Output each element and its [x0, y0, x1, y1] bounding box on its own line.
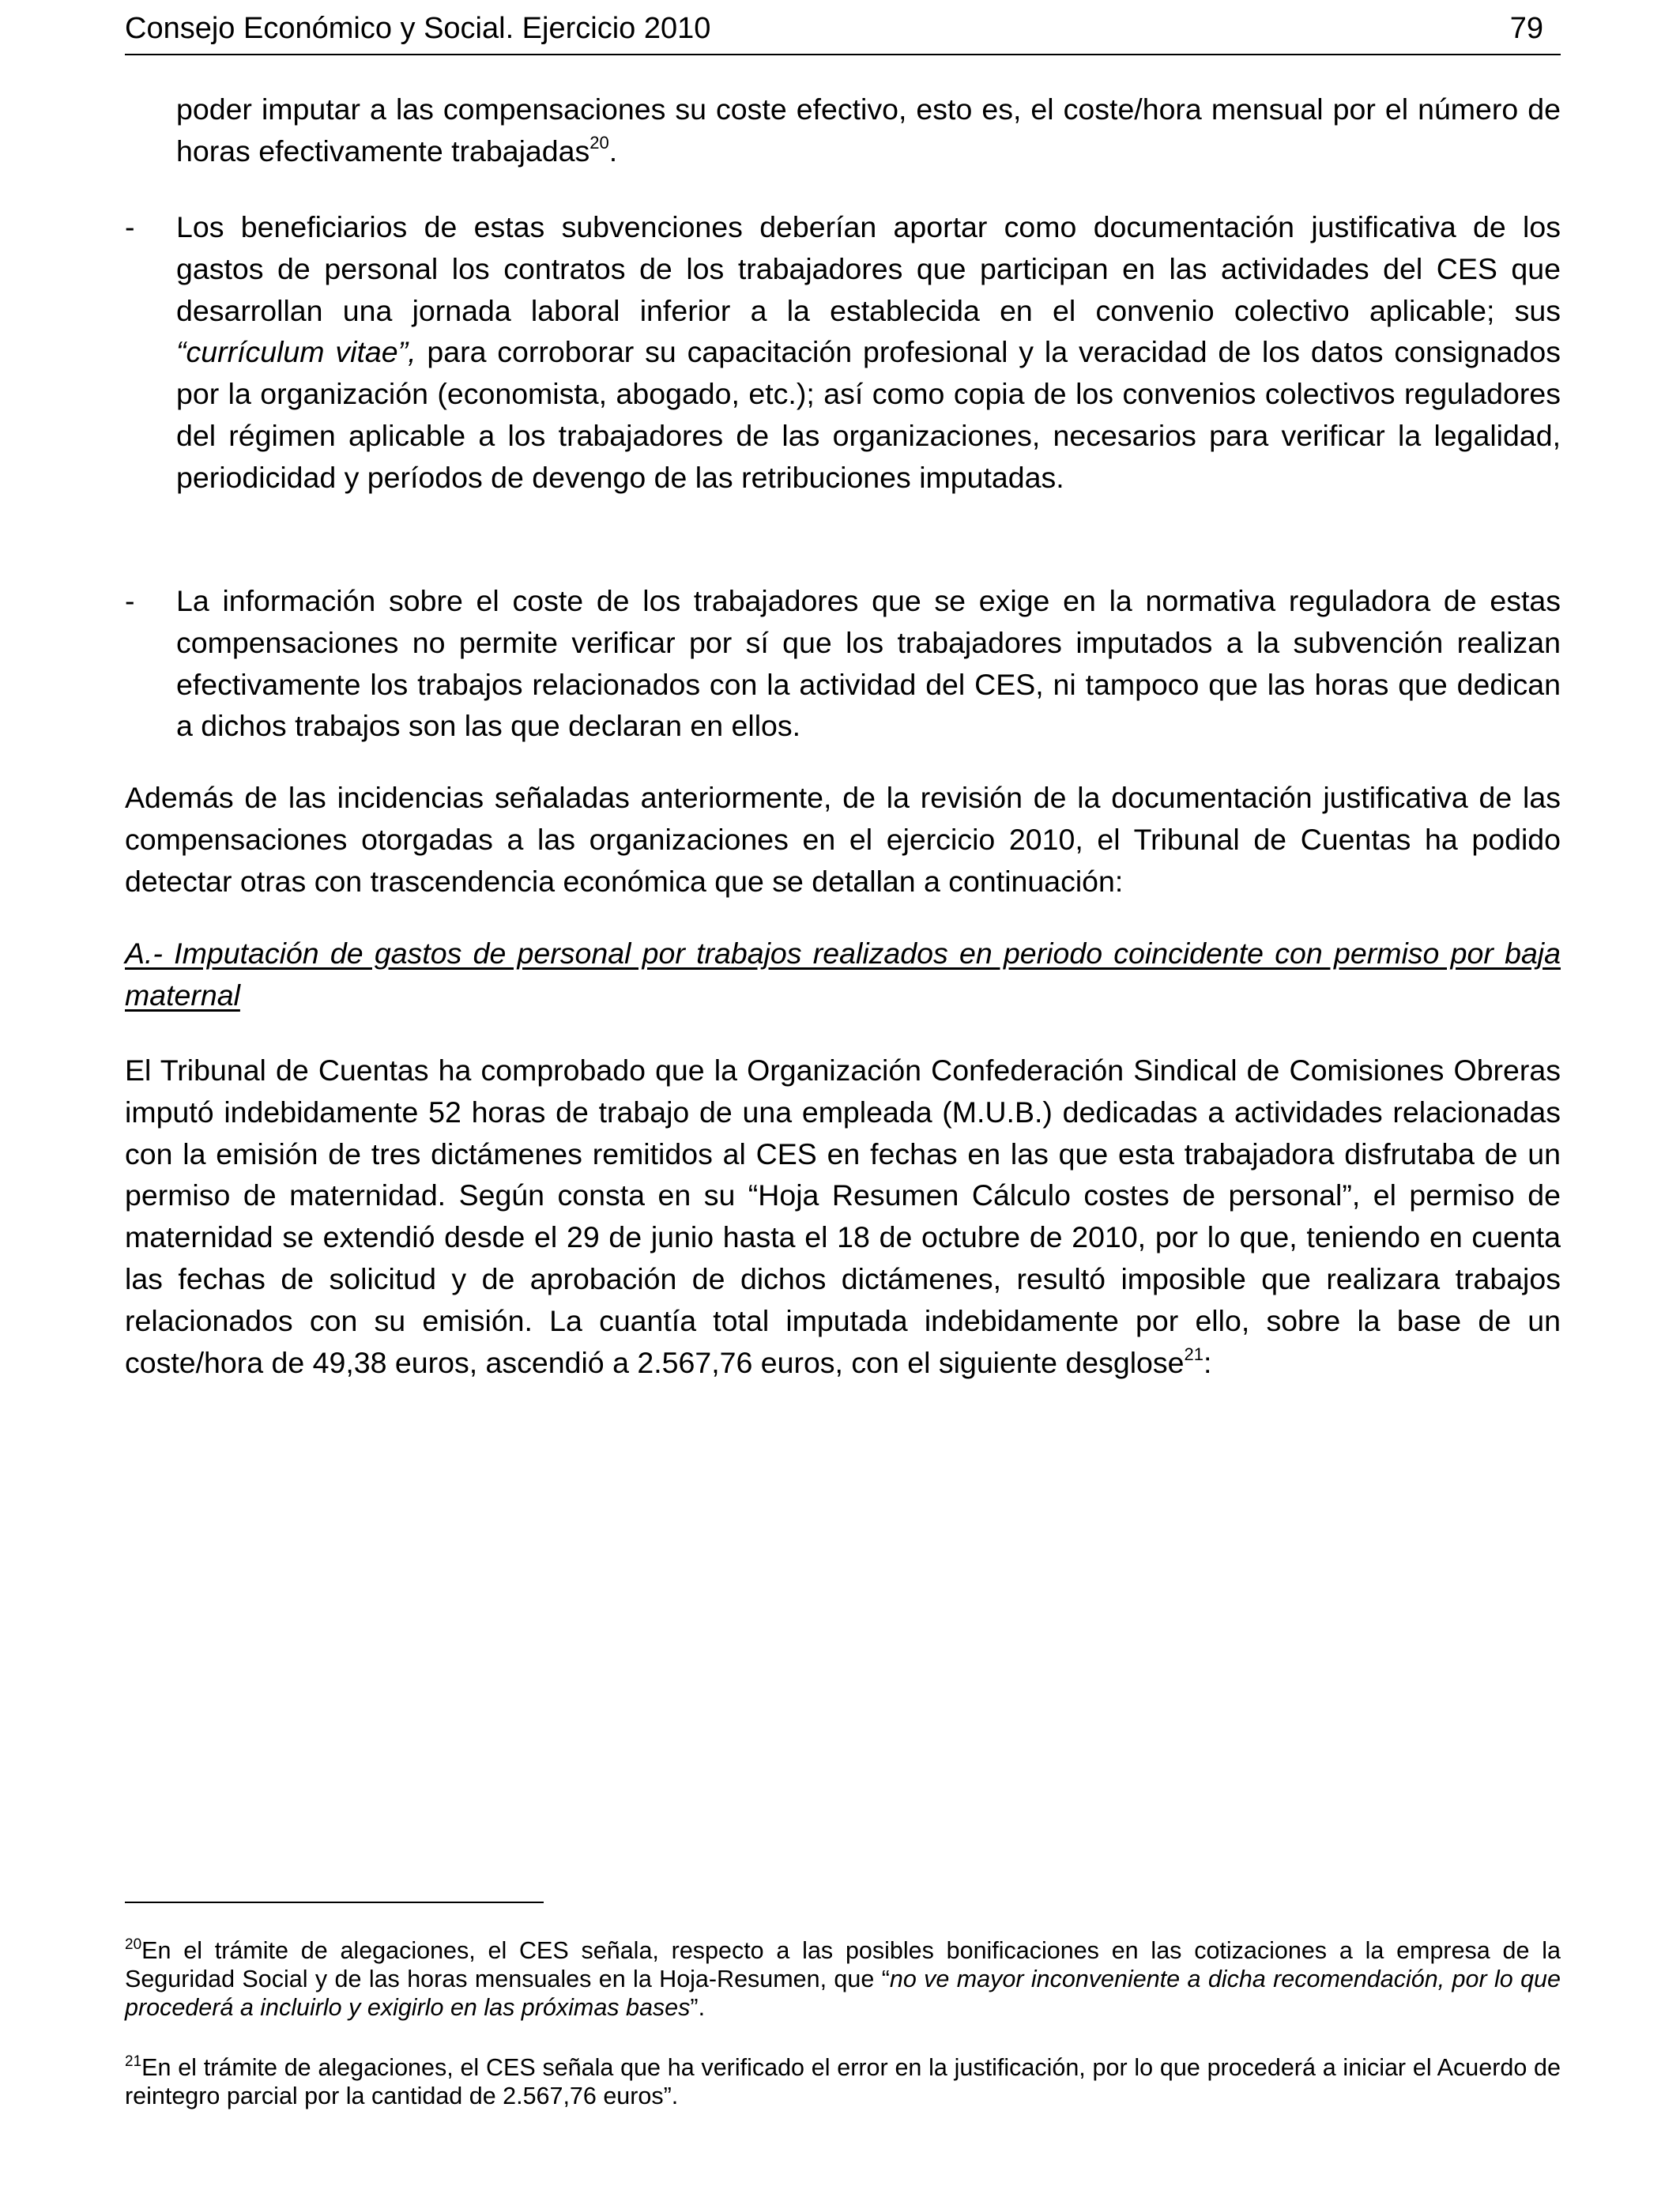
continuation-text: poder imputar a las compensaciones su coste efectivo, esto es, el coste/hora mensual por el número de horas efectivamente trabajadas [176, 92, 1561, 168]
paragraph-continuation [125, 89, 1561, 172]
footnote-20-number: 20 [125, 1936, 142, 1953]
footnote-21 [125, 2053, 1561, 2110]
bullet-item-cost-information [125, 580, 1561, 747]
tribunal-end: : [1203, 1345, 1212, 1379]
page-number: 79 [1509, 12, 1543, 45]
footnote-20-text-end: ”. [690, 1994, 706, 2021]
bullet-1-italic: “currículum vitae”, [176, 335, 416, 369]
paragraph-tribunal [125, 1050, 1561, 1383]
bullet-marker: - [125, 210, 135, 243]
bullet-2-text: La información sobre el coste de los trabajadores que se exige en la normativa reguladora de estas compensaciones no permite verificar por sí que los trabajadores imputados a la subvención realizan efectivamente los trabajos relacionados con la actividad del CES, ni tampoco que las horas que dedican a dichos trabajos son las que declaran en ellos. [176, 584, 1561, 743]
footnote-20-text-start: En el trámite de alegaciones, el CES señala, respecto a las posibles bonificaciones en las cotizaciones a la empresa de la Seguridad Social y de las horas mensuales en la Hoja-Resumen, que “ [125, 1937, 1561, 1992]
header-title: Consejo Económico y Social. Ejercicio 2010 [125, 12, 711, 45]
paragraph-ademas: Además de las incidencias señaladas anteriormente, de la revisión de la documentación justificativa de las compensaciones otorgadas a las organizaciones en el ejercicio 2010, el Tribunal de Cuentas ha podido detectar otras con trascendencia económica que se detallan a continuación: [125, 781, 1561, 898]
footnote-20-italic: no ve mayor inconveniente a dicha recomendación, por lo que procederá a incluirlo y exigirlo en las próximas bases [125, 1966, 1561, 2021]
footnote-separator [125, 1902, 544, 1903]
footnote-21-text: En el trámite de alegaciones, el CES señala que ha verificado el error en la justificación, por lo que procederá a iniciar el Acuerdo de reintegro parcial por la cantidad de 2.567,76 euros”. [125, 2054, 1561, 2109]
footnote-20 [125, 1936, 1561, 2022]
tribunal-text: El Tribunal de Cuentas ha comprobado que la Organización Confederación Sindical de Comisiones Obreras imputó indebidamente 52 horas de trabajo de una empleada (M.U.B.) dedicadas a actividades relacionadas con la emisión de tres dictámenes remitidos al CES en fechas en las que esta trabajadora disfrutaba de un permiso de maternidad. Según consta en su “Hoja Resumen Cálculo costes de personal”, el permiso de maternidad se extendió desde el 29 de junio hasta el 18 de octubre de 2010, por lo que, teniendo en cuenta las fechas de solicitud y de aprobación de dichos dictámenes, resultó imposible que realizara trabajos relacionados con su emisión. La cuantía total imputada indebidamente por ello, sobre la base de un coste/hora de 49,38 euros, ascendió a 2.567,76 euros, con el siguiente desglose [125, 1054, 1561, 1379]
bullet-1-text-end: para corroborar su capacitación profesional y la veracidad de los datos consignados por la organización (economista, abogado, etc.); así como copia de los convenios colectivos reguladores del régimen aplicable a los trabajadores de las organizaciones, necesarios para verificar la legalidad, periodicidad y períodos de devengo de las retribuciones imputadas. [176, 335, 1561, 494]
footnote-21-number: 21 [125, 2053, 142, 2070]
bullet-marker: - [125, 584, 135, 617]
footnote-ref-21: 21 [1184, 1344, 1203, 1364]
running-header [125, 9, 1561, 55]
continuation-end: . [608, 134, 618, 168]
footnote-ref-20: 20 [590, 132, 609, 153]
section-heading-a: A.- Imputación de gastos de personal por trabajos realizados en periodo coincidente con permiso por baja maternal [125, 937, 1561, 1012]
bullet-1-text-start: Los beneficiarios de estas subvenciones deberían aportar como documentación justificativa de los gastos de personal los contratos de los trabajadores que participan en las actividades del CES que desarrollan una jornada laboral inferior a la establecida en el convenio colectivo aplicable; sus [176, 210, 1561, 327]
bullet-item-documentation [125, 206, 1561, 499]
